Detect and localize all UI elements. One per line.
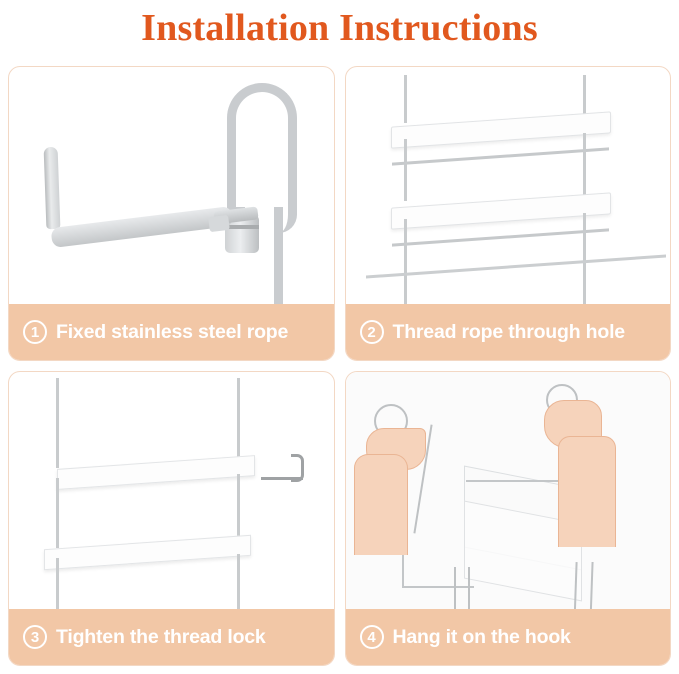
- rope-right-lower-icon: [583, 213, 586, 304]
- step-1-caption: [9, 304, 334, 360]
- shelf-bottom: [44, 535, 251, 570]
- step-2-caption: [346, 304, 671, 360]
- rope-left-middle-icon: [404, 139, 407, 201]
- shelf-bottom-rail: [392, 228, 609, 246]
- rope-left-lower-icon: [56, 558, 59, 609]
- rope-right-middle-icon: [237, 474, 240, 544]
- page-title: Installation Instructions: [141, 7, 538, 49]
- step-card-1: [8, 66, 335, 361]
- step-3-caption-text: Tighten the thread lock: [56, 625, 266, 648]
- step-card-2: [345, 66, 672, 361]
- shelf-left-frame: [402, 500, 474, 588]
- step-4-caption: [346, 609, 671, 665]
- step-3-illustration: [9, 372, 334, 609]
- step-1-number: 1: [23, 320, 47, 344]
- wall-hook-arm-icon: [261, 477, 303, 480]
- step-4-illustration: [346, 372, 671, 609]
- step-card-4: [345, 371, 672, 666]
- rope-right-upper-icon: [237, 378, 240, 464]
- step-2-caption-text: Thread rope through hole: [392, 320, 625, 343]
- shelf-top-rail: [392, 147, 609, 165]
- rope-left-upper-icon: [404, 75, 407, 123]
- lower-guide-rail: [366, 255, 666, 279]
- hook-nut-icon: [208, 215, 230, 232]
- rope-right-middle-icon: [583, 133, 586, 195]
- rope-left-lower-icon: [454, 567, 456, 609]
- rope-left-lower-icon: [404, 219, 407, 304]
- thread-lock-band-icon: [225, 225, 259, 229]
- step-card-3: [8, 371, 335, 666]
- rope-left-lower-2-icon: [468, 567, 470, 609]
- hook-vertical-arm-icon: [44, 147, 61, 229]
- step-3-number: 3: [23, 625, 47, 649]
- rope-left-middle-icon: [56, 478, 59, 548]
- steel-rope-tail-icon: [274, 207, 283, 304]
- shelf-top: [391, 111, 611, 148]
- shelf-top: [57, 455, 255, 490]
- step-1-illustration: [9, 67, 334, 304]
- hook-horizontal-arm-icon: [50, 206, 233, 248]
- step-2-illustration: [346, 67, 671, 304]
- rope-left-upper-icon: [56, 378, 59, 468]
- right-forearm: [558, 436, 616, 547]
- step-4-caption-text: Hang it on the hook: [392, 625, 571, 648]
- left-forearm: [354, 454, 408, 555]
- steps-grid: [8, 66, 671, 666]
- step-1-caption-text: Fixed stainless steel rope: [56, 320, 289, 343]
- shelf-bottom: [391, 192, 611, 229]
- step-3-caption: [9, 609, 334, 665]
- rope-right-upper-icon: [583, 75, 586, 117]
- rope-right-lower-icon: [237, 554, 240, 609]
- step-2-number: 2: [360, 320, 384, 344]
- step-4-number: 4: [360, 625, 384, 649]
